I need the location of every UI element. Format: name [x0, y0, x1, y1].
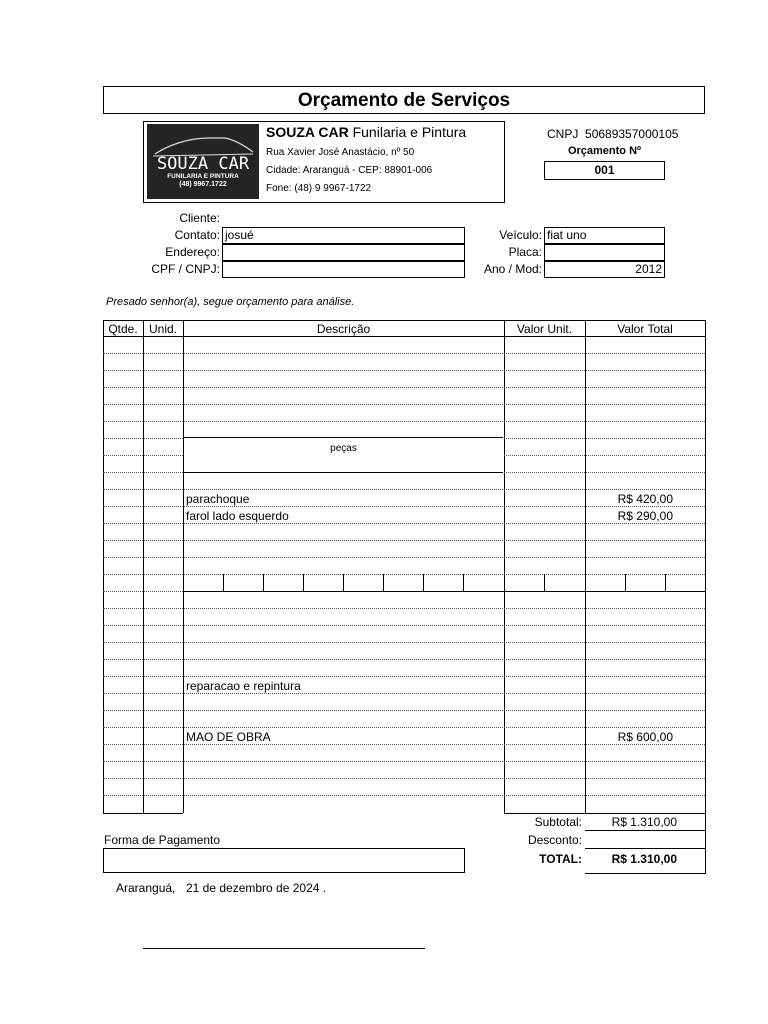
table-row-line [103, 540, 705, 541]
table-border [103, 813, 183, 814]
table-row-line [103, 523, 705, 524]
desconto-label: Desconto: [527, 833, 582, 847]
subtotal-label: Subtotal: [534, 815, 582, 829]
table-row-line [103, 642, 705, 643]
ano-label: Ano / Mod: [483, 262, 542, 276]
orcamento-number[interactable]: 001 [544, 161, 665, 180]
contato-field[interactable]: josué [222, 227, 465, 244]
totals-border [585, 873, 705, 874]
cpf-field[interactable] [222, 261, 465, 278]
ano-field[interactable]: 2012 [544, 261, 665, 278]
orcamento-label: Orçamento Nº [567, 145, 642, 157]
table-row-line [103, 710, 705, 711]
table-column-line [705, 320, 706, 813]
table-row-line [103, 387, 705, 388]
table-border [103, 320, 705, 321]
company-city: Cidade: Araranguá - CEP: 88901-006 [266, 165, 433, 176]
table-header-line [103, 336, 705, 337]
company-phone: Fone: (48) 9 9967-1722 [266, 183, 372, 194]
payment-label: Forma de Pagamento [104, 833, 221, 847]
table-row-line [103, 404, 705, 405]
table-row-line [103, 778, 705, 779]
table-subcell-line [183, 591, 705, 592]
company-name: SOUZA CAR Funilaria e Pintura [266, 124, 467, 140]
table-row-line [103, 693, 705, 694]
table-column-line [103, 320, 104, 813]
company-address: Rua Xavier José Anastácio, nº 50 [266, 147, 415, 158]
table-column-line [504, 320, 505, 813]
table-subcell-line [303, 574, 304, 591]
totals-border [705, 813, 706, 874]
table-row-line [103, 676, 705, 677]
table-row-line [103, 574, 705, 575]
table-row-line [103, 727, 705, 728]
table-border [504, 813, 705, 814]
table-subcell-line [423, 574, 424, 591]
cliente-label: Cliente: [179, 211, 220, 225]
intro-note: Presado senhor(a), segue orçamento para análise. [106, 296, 355, 308]
header-descricao: Descrição [316, 322, 371, 336]
table-row-line [103, 353, 705, 354]
table-subcell-line [263, 574, 264, 591]
totals-border [585, 848, 705, 849]
table-column-line [143, 320, 144, 813]
table-subcell-line [665, 574, 666, 591]
header-unid: Unid. [148, 322, 177, 336]
table-row-line [103, 506, 705, 507]
total-value: R$ 1.310,00 [611, 852, 677, 866]
table-row-line [103, 795, 705, 796]
table-subcell-line [463, 574, 464, 591]
item-desc: reparacao e repintura [186, 679, 301, 693]
item-total: R$ 290,00 [617, 509, 673, 523]
header-valor-total: Valor Total [617, 322, 673, 336]
veiculo-label: Veículo: [499, 228, 542, 242]
page-title: Orçamento de Serviços [103, 86, 705, 114]
table-subcell-line [383, 574, 384, 591]
table-row-line [103, 557, 705, 558]
endereco-label: Endereço: [165, 245, 220, 259]
table-row-line [103, 370, 705, 371]
table-row-line [103, 625, 705, 626]
table-row-line [103, 659, 705, 660]
logo-subtitle: FUNILARIA E PINTURA [167, 173, 239, 180]
cpf-label: CPF / CNPJ: [151, 262, 220, 276]
logo-phone: (48) 9967.1722 [179, 181, 227, 188]
payment-field[interactable] [103, 848, 465, 873]
item-total: R$ 420,00 [617, 492, 673, 506]
table-column-line [183, 320, 184, 813]
table-row-line [103, 608, 705, 609]
veiculo-field[interactable]: fiat uno [544, 227, 665, 244]
table-subcell-line [544, 574, 545, 591]
table-subcell-line [343, 574, 344, 591]
header-qtde: Qtde. [108, 322, 138, 336]
table-subcell-line [625, 574, 626, 591]
pecas-label: peças [330, 443, 357, 454]
totals-border [585, 830, 705, 831]
table-row-line [103, 744, 705, 745]
item-desc: MAO DE OBRA [186, 730, 271, 744]
footer-city: Araranguá, [116, 881, 176, 895]
table-row-line [103, 761, 705, 762]
table-subcell-line [223, 574, 224, 591]
item-desc: farol lado esquerdo [186, 509, 289, 523]
table-row-line [103, 421, 705, 422]
endereco-field[interactable] [222, 244, 465, 261]
signature-line [143, 948, 425, 949]
header-valor-unit: Valor Unit. [516, 322, 573, 336]
placa-label: Placa: [508, 245, 542, 259]
logo-text: SOUZA CAR [156, 154, 250, 174]
placa-field[interactable] [544, 244, 665, 261]
footer-date: 21 de dezembro de 2024 . [186, 881, 327, 895]
cnpj-line: CNPJ 50689357000105 [547, 127, 679, 141]
item-desc: parachoque [186, 492, 250, 506]
total-label: TOTAL: [539, 852, 582, 866]
table-row-line [103, 489, 705, 490]
subtotal-value: R$ 1.310,00 [611, 815, 677, 829]
company-logo [147, 124, 259, 199]
contato-label: Contato: [174, 228, 220, 242]
item-total: R$ 600,00 [617, 730, 673, 744]
